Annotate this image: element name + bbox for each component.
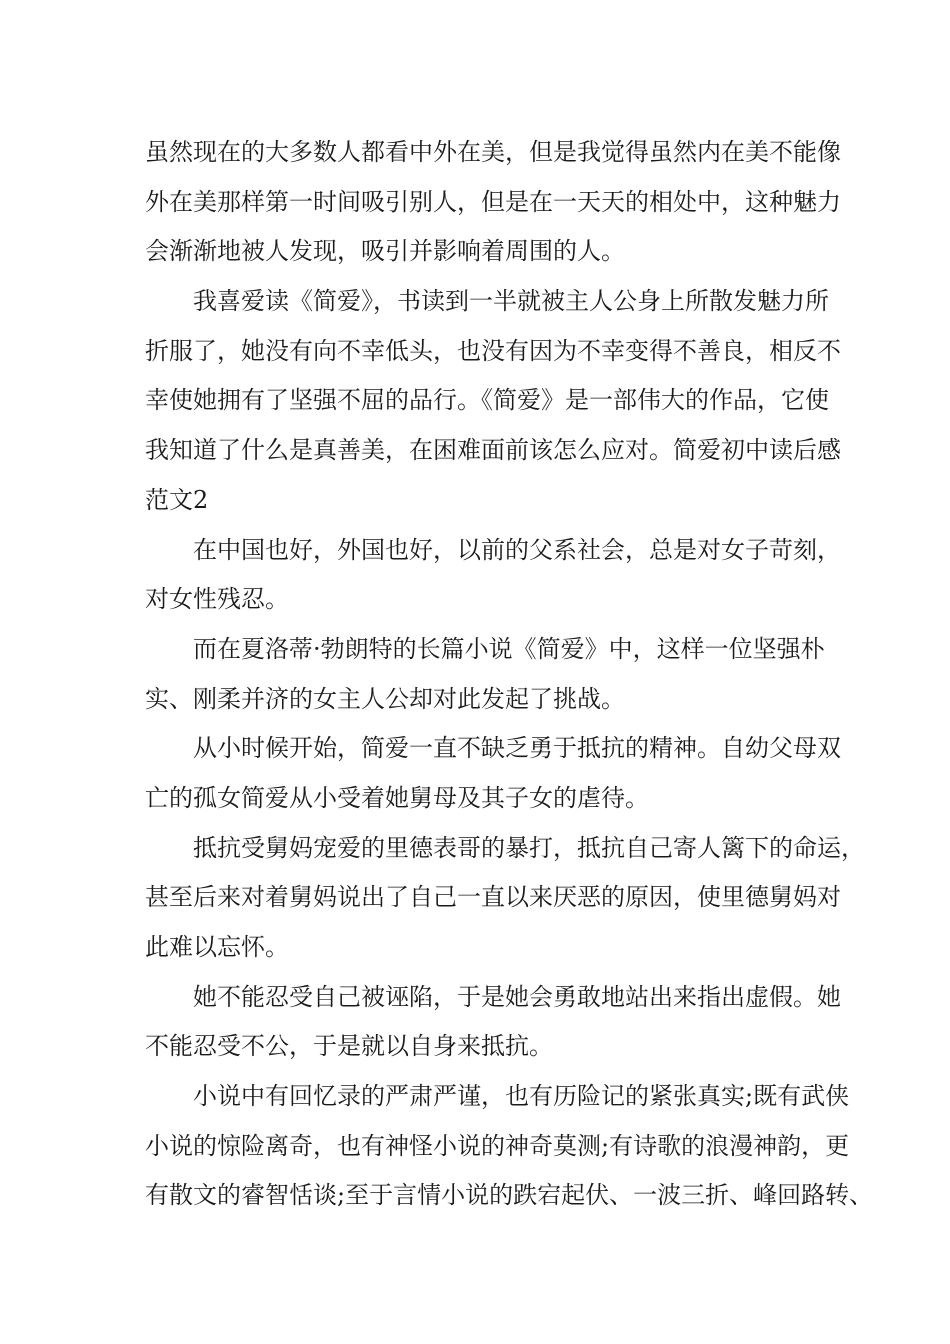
text-line: 实、刚柔并济的女主人公却对此发起了挑战。 bbox=[145, 684, 625, 713]
text-line: 抵抗受舅妈宠爱的里德表哥的暴打，抵抗自己寄人篱下的命运， bbox=[193, 833, 865, 862]
document-body bbox=[145, 128, 874, 1221]
text-line: 我喜爱读《简爱》，书读到一半就被主人公身上所散发魅力所 bbox=[193, 287, 829, 316]
text-line: 有散文的睿智恬谈;至于言情小说的跌宕起伏、一波三折、峰回路转、 bbox=[145, 1181, 874, 1210]
text-line: 她不能忍受自己被诬陷，于是她会勇敢地站出来指出虚假。她 bbox=[193, 982, 841, 1011]
text-line: 亡的孤女简爱从小受着她舅母及其子女的虐待。 bbox=[145, 783, 649, 812]
text-line: 而在夏洛蒂·勃朗特的长篇小说《简爱》中，这样一位坚强朴 bbox=[193, 634, 825, 663]
text-line: 不能忍受不公，于是就以自身来抵抗。 bbox=[145, 1032, 553, 1061]
text-line: 此难以忘怀。 bbox=[145, 933, 289, 961]
text-line: 甚至后来对着舅妈说出了自己一直以来厌恶的原因，使里德舅妈对 bbox=[145, 883, 841, 912]
text-line: 在中国也好，外国也好，以前的父系社会，总是对女子苛刻， bbox=[193, 535, 841, 564]
text-line: 外在美那样第一时间吸引别人，但是在一天天的相处中，这种魅力 bbox=[145, 187, 841, 216]
text-line: 折服了，她没有向不幸低头，也没有因为不幸变得不善良，相反不 bbox=[145, 336, 841, 365]
text-line: 从小时候开始，简爱一直不缺乏勇于抵抗的精神。自幼父母双 bbox=[193, 734, 841, 763]
text-line: 对女性残忍。 bbox=[145, 585, 289, 614]
text-line: 范文2 bbox=[145, 485, 209, 514]
text-line: 小说的惊险离奇，也有神怪小说的神奇莫测;有诗歌的浪漫神韵，更 bbox=[145, 1131, 850, 1160]
text-line: 幸使她拥有了坚强不屈的品行。《简爱》是一部伟大的作品，它使 bbox=[145, 386, 829, 415]
text-line: 会渐渐地被人发现，吸引并影响着周围的人。 bbox=[145, 237, 625, 266]
text-line: 我知道了什么是真善美，在困难面前该怎么应对。简爱初中读后感 bbox=[145, 436, 841, 465]
text-line: 虽然现在的大多数人都看中外在美，但是我觉得虽然内在美不能像 bbox=[145, 138, 841, 166]
text-line: 小说中有回忆录的严肃严谨，也有历险记的紧张真实;既有武侠 bbox=[193, 1082, 850, 1111]
